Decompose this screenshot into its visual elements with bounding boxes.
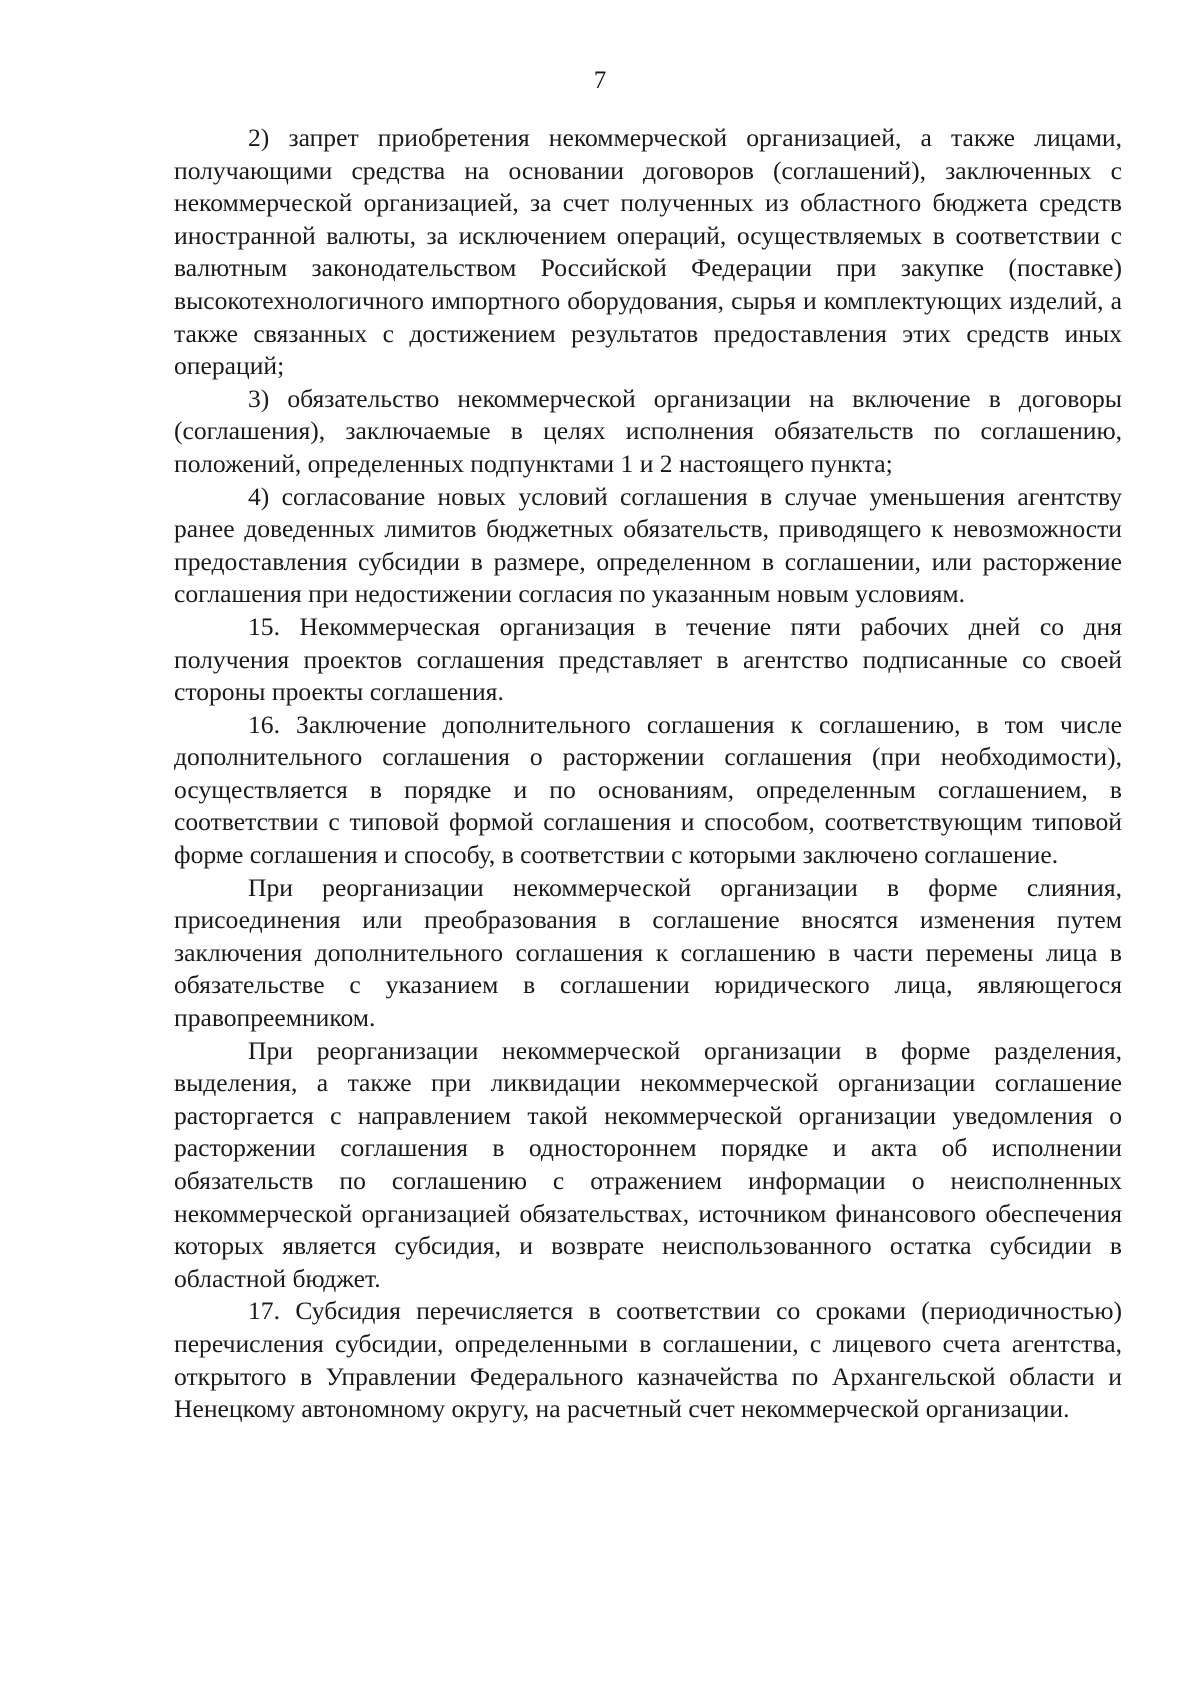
page-number: 7 bbox=[593, 67, 607, 94]
paragraph-section-16: 16. Заключение дополнительного соглашения к соглашению, в том числе дополнительного соглашения о расторжении соглашения (при необходимости), осуществляется в порядке и по основаниям, определенным соглашением, в соответствии с типовой формой соглашения и способом, соответствующим типовой форме соглашения и способу, в соответствии с которыми заключено соглашение. bbox=[174, 709, 1122, 870]
paragraph-section-17: 17. Субсидия перечисляется в соответствии со сроками (периодичностью) перечисления субсидии, определенными в соглашении, с лицевого счета агентства, открытого в Управлении Федерального казначейства по Архангельской области и Ненецкому автономному округу, на расчетный счет некоммерческой организации. bbox=[174, 1296, 1122, 1424]
paragraph-item-4: 4) согласование новых условий соглашения в случае уменьшения агентству ранее доведенных лимитов бюджетных обязательств, приводящего к невозможности предоставления субсидии в размере, определенном в соглашении, или расторжение соглашения при недостижении согласия по указанным новым условиям. bbox=[174, 481, 1122, 609]
paragraph-item-3: 3) обязательство некоммерческой организации на включение в договоры (соглашения), заключаемые в целях исполнения обязательств по соглашению, положений, определенных подпунктами 1 и 2 настоящего пункта; bbox=[174, 383, 1122, 478]
document-body bbox=[174, 122, 1122, 1426]
paragraph-reorganization-division: При реорганизации некоммерческой организации в форме разделения, выделения, а также при ликвидации некоммерческой организации соглашение расторгается с направлением такой некоммерческой организации уведомления о расторжении соглашения в одностороннем порядке и акта об исполнении обязательств по соглашению с отражением информации о неисполненных некоммерческой организацией обязательствах, источником финансового обеспечения которых является субсидия, и возврате неиспользованного остатка субсидии в областной бюджет. bbox=[174, 1035, 1122, 1293]
paragraph-item-2: 2) запрет приобретения некоммерческой организацией, а также лицами, получающими средства на основании договоров (соглашений), заключенных с некоммерческой организацией, за счет полученных из областного бюджета средств иностранной валюты, за исключением операций, осуществляемых в соответствии с валютным законодательством Российской Федерации при закупке (поставке) высокотехнологичного импортного оборудования, сырья и комплектующих изделий, а также связанных с достижением результатов предоставления этих средств иных операций; bbox=[174, 123, 1122, 381]
paragraph-section-15: 15. Некоммерческая организация в течение пяти рабочих дней со дня получения проектов соглашения представляет в агентство подписанные со своей стороны проекты соглашения. bbox=[174, 611, 1122, 707]
paragraph-reorganization-merger: При реорганизации некоммерческой организации в форме слияния, присоединения или преобразования в соглашение вносятся изменения путем заключения дополнительного соглашения к соглашению в части перемены лица в обязательстве с указанием в соглашении юридического лица, являющегося правопреемником. bbox=[174, 872, 1122, 1033]
